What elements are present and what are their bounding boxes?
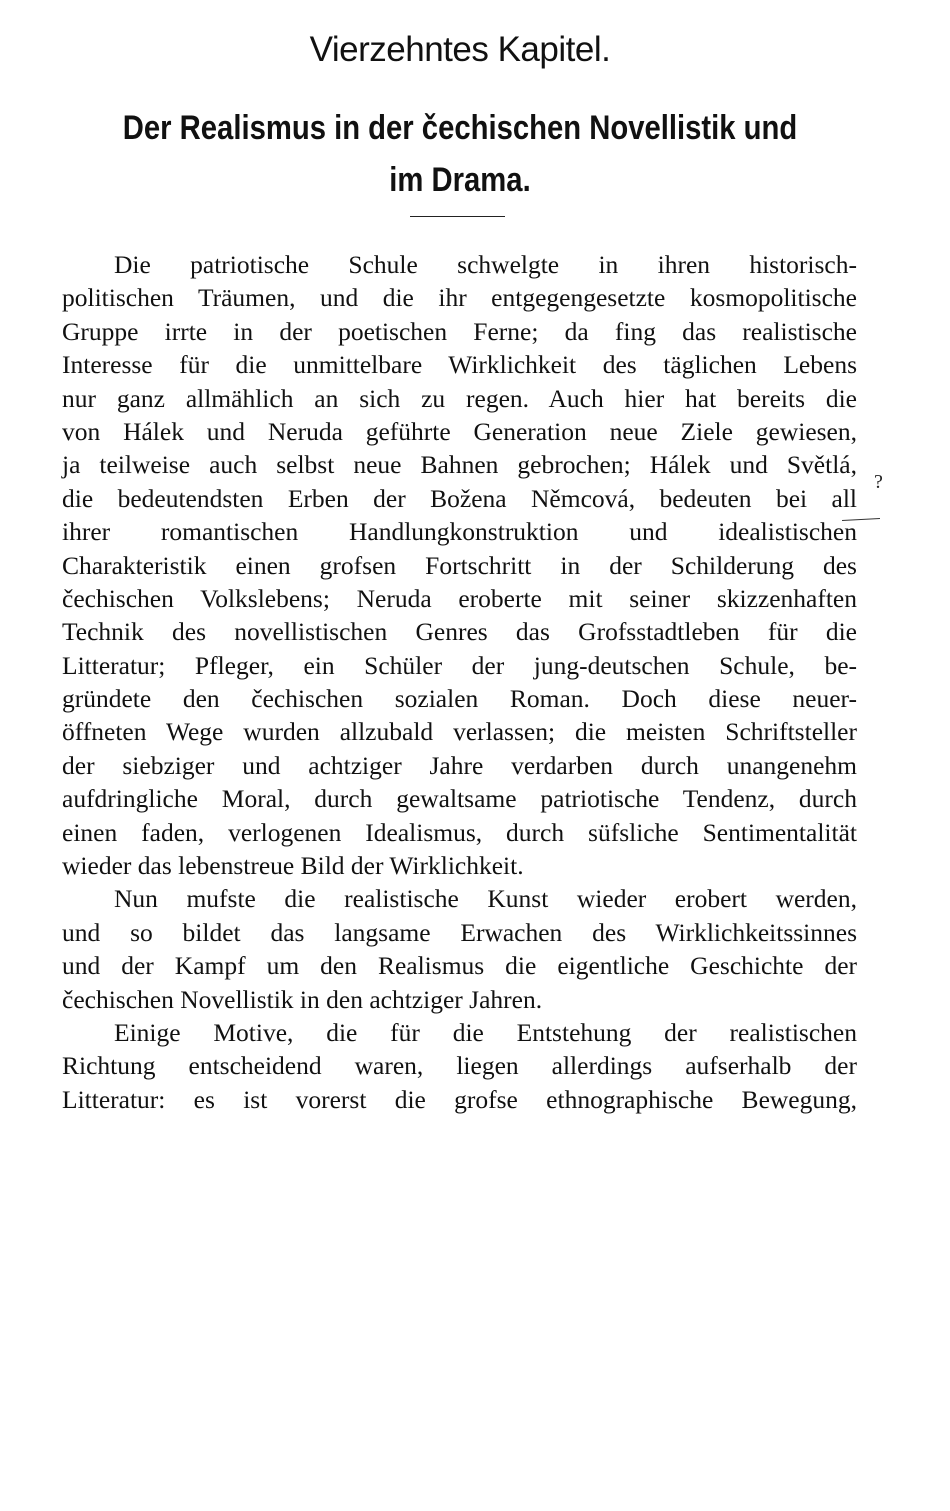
- text-line: aufdringliche Moral, durch gewaltsame patriotische Tendenz, durch: [62, 784, 857, 814]
- paragraph-1: [62, 248, 857, 882]
- text-line: Interesse für die unmittelbare Wirklichkeit des täglichen Lebens: [62, 350, 857, 380]
- text-line: von Hálek und Neruda geführte Generation neue Ziele gewiesen,: [62, 416, 857, 446]
- text-line: und so bildet das langsame Erwachen des Wirklichkeitssinnes: [62, 917, 857, 947]
- text-line: Einige Motive, die für die Entstehung der realistischen: [114, 1017, 857, 1047]
- text-line: einen faden, verlogenen Idealismus, durch süfsliche Sentimentalität: [62, 817, 857, 847]
- text-line: Die patriotische Schule schwelgte in ihren historisch-: [114, 250, 857, 279]
- margin-question-mark: ?: [874, 471, 883, 493]
- text-line: die bedeutendsten Erben der Božena Němcová, bedeuten bei all: [62, 483, 857, 513]
- chapter-title-line-1: Der Realismus in der čechischen Novellistik und: [122, 109, 798, 147]
- text-line: Richtung entscheidend waren, liegen allerdings aufserhalb der: [62, 1051, 857, 1081]
- text-line: Nun mufste die realistische Kunst wieder erobert werden,: [114, 884, 857, 914]
- chapter-number-heading: Vierzehntes Kapitel.: [309, 30, 611, 69]
- text-line: Gruppe irrte in der poetischen Ferne; da fing das realistische: [62, 316, 857, 346]
- text-line: ihrer romantischen Handlungkonstruktion und idealistischen: [62, 517, 857, 547]
- chapter-title-line-2: im Drama.: [389, 161, 531, 199]
- section-divider-rule: [410, 216, 505, 217]
- text-line: der siebziger und achtziger Jahre verdarben durch unangenehm: [62, 750, 857, 780]
- text-line: Technik des novellistischen Genres das Grofsstadtleben für die: [62, 617, 857, 647]
- text-line: Litteratur; Pfleger, ein Schüler der jung-deutschen Schule, be-: [62, 650, 857, 680]
- chapter-title: [103, 102, 817, 206]
- text-line: nur ganz allmählich an sich zu regen. Auch hier hat bereits die: [62, 383, 857, 413]
- paragraph-2: [62, 882, 857, 1016]
- text-line: čechischen Volkslebens; Neruda eroberte mit seiner skizzenhaften: [62, 583, 857, 613]
- text-line: und der Kampf um den Realismus die eigentliche Geschichte der: [62, 951, 857, 981]
- text-line: čechischen Novellistik in den achtziger Jahren.: [62, 984, 543, 1014]
- paragraph-3: [62, 1016, 857, 1116]
- text-line: ja teilweise auch selbst neue Bahnen gebrochen; Hálek und Světlá,: [62, 450, 857, 480]
- text-line: öffneten Wege wurden allzubald verlassen; die meisten Schriftsteller: [62, 717, 857, 747]
- text-line: Litteratur: es ist vorerst die grofse ethnographische Bewegung,: [62, 1084, 857, 1114]
- body-text: [62, 248, 857, 1116]
- text-line: wieder das lebenstreue Bild der Wirklichkeit.: [62, 851, 524, 881]
- text-line: politischen Träumen, und die ihr entgegengesetzte kosmopolitische: [62, 283, 857, 313]
- text-line: gründete den čechischen sozialen Roman. Doch diese neuer-: [62, 684, 857, 714]
- text-line: Charakteristik einen grofsen Fortschritt in der Schilderung des: [62, 550, 857, 580]
